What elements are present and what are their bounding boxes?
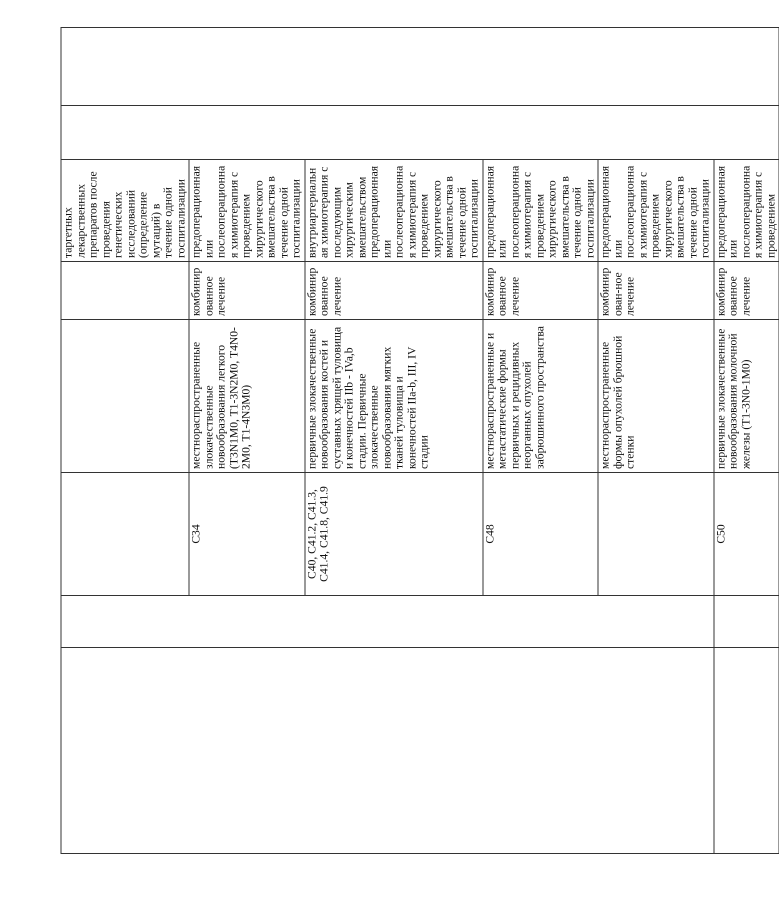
cell-blank-right1 xyxy=(61,106,779,160)
r1-diagnosis xyxy=(61,320,189,473)
r3-method-b: предоперационная или послеоперационная химиотерапия с проведением хирургического вмешательства в течение одной госпитализации xyxy=(367,165,480,258)
r6-diagnosis: первичные злокачественные новообразования молочной железы (T1-3N0-1M0) xyxy=(713,320,779,473)
medical-care-table xyxy=(60,27,779,854)
cell-blank-left xyxy=(61,648,714,854)
r6-method: предоперационная или послеоперационная химиотерапия с проведением xyxy=(713,160,779,262)
r6-blank1 xyxy=(713,648,779,854)
r1-treatment xyxy=(61,262,189,320)
r2-diagnosis: местнораспространенные злокачественные новообразования легкого (T3N1M0, T1-3N2M0, T4N0-2M0, T1-4N3M0) xyxy=(189,320,305,473)
rotated-table-container xyxy=(60,28,777,854)
r2-method: предоперационная или послеоперационная химиотерапия с проведением хирургического вмешательства в течение одной госпитализации xyxy=(189,160,305,262)
r4-treatment: комбинированное лечение xyxy=(482,262,598,320)
r1-method: таргетных лекарственных препаратов после проведения генетических исследований (определение мутаций) в течение одной госпитализации xyxy=(61,160,189,262)
r5-method: предоперационная или послеоперационная химиотерапия с проведением хирургического вмешательства в течение одной госпитализации xyxy=(598,160,714,262)
r6-blank2 xyxy=(713,596,779,648)
r4-code: C48 xyxy=(482,473,598,596)
r5-code xyxy=(598,473,714,596)
r2-code: C34 xyxy=(189,473,305,596)
r3-code: C40, C41.2, C41.3, C41.4, C41.8, C41.9 xyxy=(304,473,482,596)
r4-diagnosis: местнораспространенные и метастатические формы первичных и рецидивных неорганных опухолей забрюшинного пространства xyxy=(482,320,598,473)
r5-treatment: комбинирован-ное лечение xyxy=(598,262,714,320)
r3-diagnosis: первичные злокачественные новообразования костей и суставных хрящей туловища и конечностей IIb - IVa,b стадии. Первичные злокачественные новообразования мягких тканей туловища и конечностей IIa-b, III, IV стадии xyxy=(304,320,482,473)
r6-treatment: комбинированное лечение xyxy=(713,262,779,320)
cell-blank-left2 xyxy=(61,596,714,648)
cell-blank-right2 xyxy=(61,28,779,106)
r5-diagnosis: местнораспространенные формы опухолей брюшной стенки xyxy=(598,320,714,473)
r1-code xyxy=(61,473,189,596)
r3-treatment: комбинированное лечение xyxy=(304,262,482,320)
r3-method-a: внутриартериальная химиотерапия с последующим хирургическим вмешательством xyxy=(304,166,368,258)
r4-method: предоперационная или послеоперационная химиотерапия с проведением хирургического вмешательства в течение одной госпитализации xyxy=(482,160,598,262)
r2-treatment: комбинированное лечение xyxy=(189,262,305,320)
r3-method xyxy=(304,160,482,262)
r6-code: C50 xyxy=(713,473,779,596)
